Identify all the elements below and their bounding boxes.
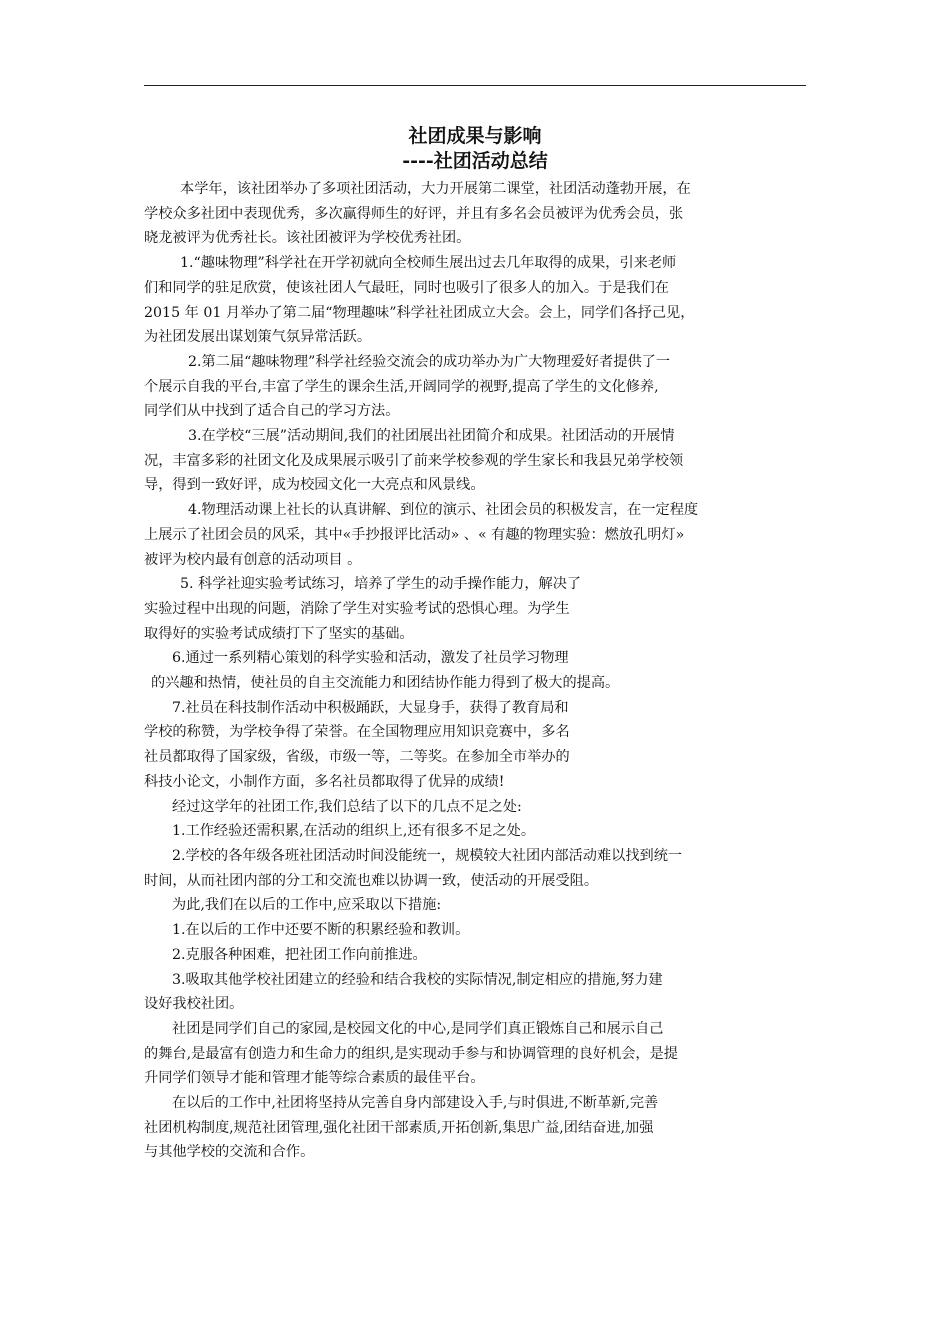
text-line: 科技小论文，小制作方面，多名社员都取得了优异的成绩! <box>144 773 505 790</box>
text-line: 时间，从而社团内部的分工和交流也难以协调一致，使活动的开展受阻。 <box>144 872 599 889</box>
text-line: 为此,我们在以后的工作中,应采取以下措施: <box>172 897 442 914</box>
text-line: 被评为校内最有创意的活动项目 。 <box>144 551 362 568</box>
paragraph-item-6 <box>144 646 806 695</box>
text-line: 2.第二届“趣味物理”科学社经验交流会的成功举办为广大物理爱好者提供了一 <box>188 353 671 370</box>
paragraph-measures-intro <box>144 893 806 918</box>
paragraph-shortcomings-intro <box>144 795 806 820</box>
text-line: 实验过程中出现的问题，消除了学生对实验考试的恐惧心理。为学生 <box>144 600 570 617</box>
text-line: 6.通过一系列精心策划的科学实验和活动，激发了社员学习物理 <box>172 650 569 667</box>
text-line: 上展示了社团会员的风采，其中«手抄报评比活动» 、« 有趣的物理实验：燃放孔明灯» <box>144 526 685 543</box>
paragraph-item-4 <box>144 498 806 572</box>
text-line: 取得好的实验考试成绩打下了坚实的基础。 <box>144 625 414 642</box>
paragraph-item-5 <box>144 572 806 646</box>
text-line: 1.工作经验还需积累,在活动的组织上,还有很多不足之处。 <box>172 823 536 840</box>
text-line: 1.在以后的工作中还要不断的积累经验和教训。 <box>172 922 470 939</box>
text-line: 的舞台,是最富有创造力和生命力的组织,是实现动手参与和协调管理的良好机会，是提 <box>144 1045 678 1062</box>
paragraph-shortcoming-1 <box>144 819 806 844</box>
text-line: 3.吸取其他学校社团建立的经验和结合我校的实际情况,制定相应的措施,努力建 <box>172 971 663 988</box>
text-line: 设好我校社团。 <box>144 996 244 1013</box>
text-line: 经过这学年的社团工作,我们总结了以下的几点不足之处: <box>172 798 522 815</box>
text-line: 与其他学校的交流和合作。 <box>144 1144 315 1161</box>
paragraph-club-home <box>144 1017 806 1091</box>
paragraph-measure-1 <box>144 918 806 943</box>
text-line: 晓龙被评为优秀社长。该社团被评为学校优秀社团。 <box>144 230 471 247</box>
text-line: 2.克服各种困难，把社团工作向前推进。 <box>172 946 427 963</box>
paragraph-item-1 <box>144 251 806 350</box>
text-line: 的兴趣和热情，使社员的自主交流能力和团结协作能力得到了极大的提高。 <box>151 675 620 692</box>
text-line: 社团是同学们自己的家园,是校园文化的中心,是同学们真正锻炼自己和展示自己 <box>172 1020 664 1037</box>
paragraph-item-2 <box>144 350 806 424</box>
text-line: 1.“趣味物理”科学社在开学初就向全校师生展出过去几年取得的成果，引来老师 <box>180 255 677 272</box>
text-line: 为社团发展出谋划策气氛异常活跃。 <box>144 329 372 346</box>
text-line: 3.在学校“三展”活动期间,我们的社团展出社团简介和成果。社团活动的开展情 <box>188 428 675 445</box>
text-line: 个展示自我的平台,丰富了学生的课余生活,开阔同学的视野,提高了学生的文化修养, <box>144 378 659 395</box>
header-rule <box>144 85 806 86</box>
text-line: 社员都取得了国家级，省级，市级一等，二等奖。在参加全市举办的 <box>144 749 570 766</box>
text-line: 本学年，该社团举办了多项社团活动，大力开展第二课堂，社团活动蓬勃开展，在 <box>180 181 691 197</box>
text-line: 同学们从中找到了适合自己的学习方法。 <box>144 403 400 420</box>
text-line: 况，丰富多彩的社团文化及成果展示吸引了前来学校参观的学生家长和我县兄弟学校领 <box>144 452 684 469</box>
text-line: 5. 科学社迎实验考试练习，培养了学生的动手操作能力，解决了 <box>180 576 582 593</box>
text-line: 7.社员在科技制作活动中积极踊跃，大显身手，获得了教育局和 <box>172 699 569 716</box>
document-title: 社团成果与影响 <box>408 125 542 147</box>
text-line: 4.物理活动课上社长的认真讲解、到位的演示、社团会员的积极发言，在一定程度 <box>188 502 699 519</box>
paragraph-measure-2 <box>144 943 806 968</box>
paragraph-future-work <box>144 1091 806 1165</box>
text-line: 学校的称赞，为学校争得了荣誉。在全国物理应用知识竞赛中，多名 <box>144 724 570 741</box>
paragraph-item-3 <box>144 424 806 498</box>
document-body <box>144 177 806 1165</box>
text-line: 们和同学的驻足欣赏，使该社团人气最旺，同时也吸引了很多人的加入。于是我们在 <box>144 279 669 296</box>
paragraph-item-7 <box>144 696 806 795</box>
document-subtitle: ----社团活动总结 <box>402 150 548 172</box>
text-line: 导，得到一致好评，成为校园文化一大亮点和风景线。 <box>144 477 485 494</box>
text-line: 2015 年 01 月举办了第二届“物理趣味”科学社社团成立大会。会上，同学们各抒己见， <box>144 304 695 321</box>
paragraph-measure-3 <box>144 968 806 1017</box>
paragraph-intro <box>144 177 806 251</box>
paragraph-shortcoming-2 <box>144 844 806 893</box>
text-line: 在以后的工作中,社团将坚持从完善自身内部建设入手,与时俱进,不断革新,完善 <box>172 1095 659 1112</box>
text-line: 2.学校的各年级各班社团活动时间没能统一，规模较大社团内部活动难以找到统一 <box>172 847 683 864</box>
text-line: 学校众多社团中表现优秀，多次赢得师生的好评，并且有多名会员被评为优秀会员，张 <box>144 205 684 222</box>
text-line: 社团机构制度,规范社团管理,强化社团干部素质,开拓创新,集思广益,团结奋进,加强 <box>144 1119 654 1136</box>
text-line: 升同学们领导才能和管理才能等综合素质的最佳平台。 <box>144 1070 485 1087</box>
